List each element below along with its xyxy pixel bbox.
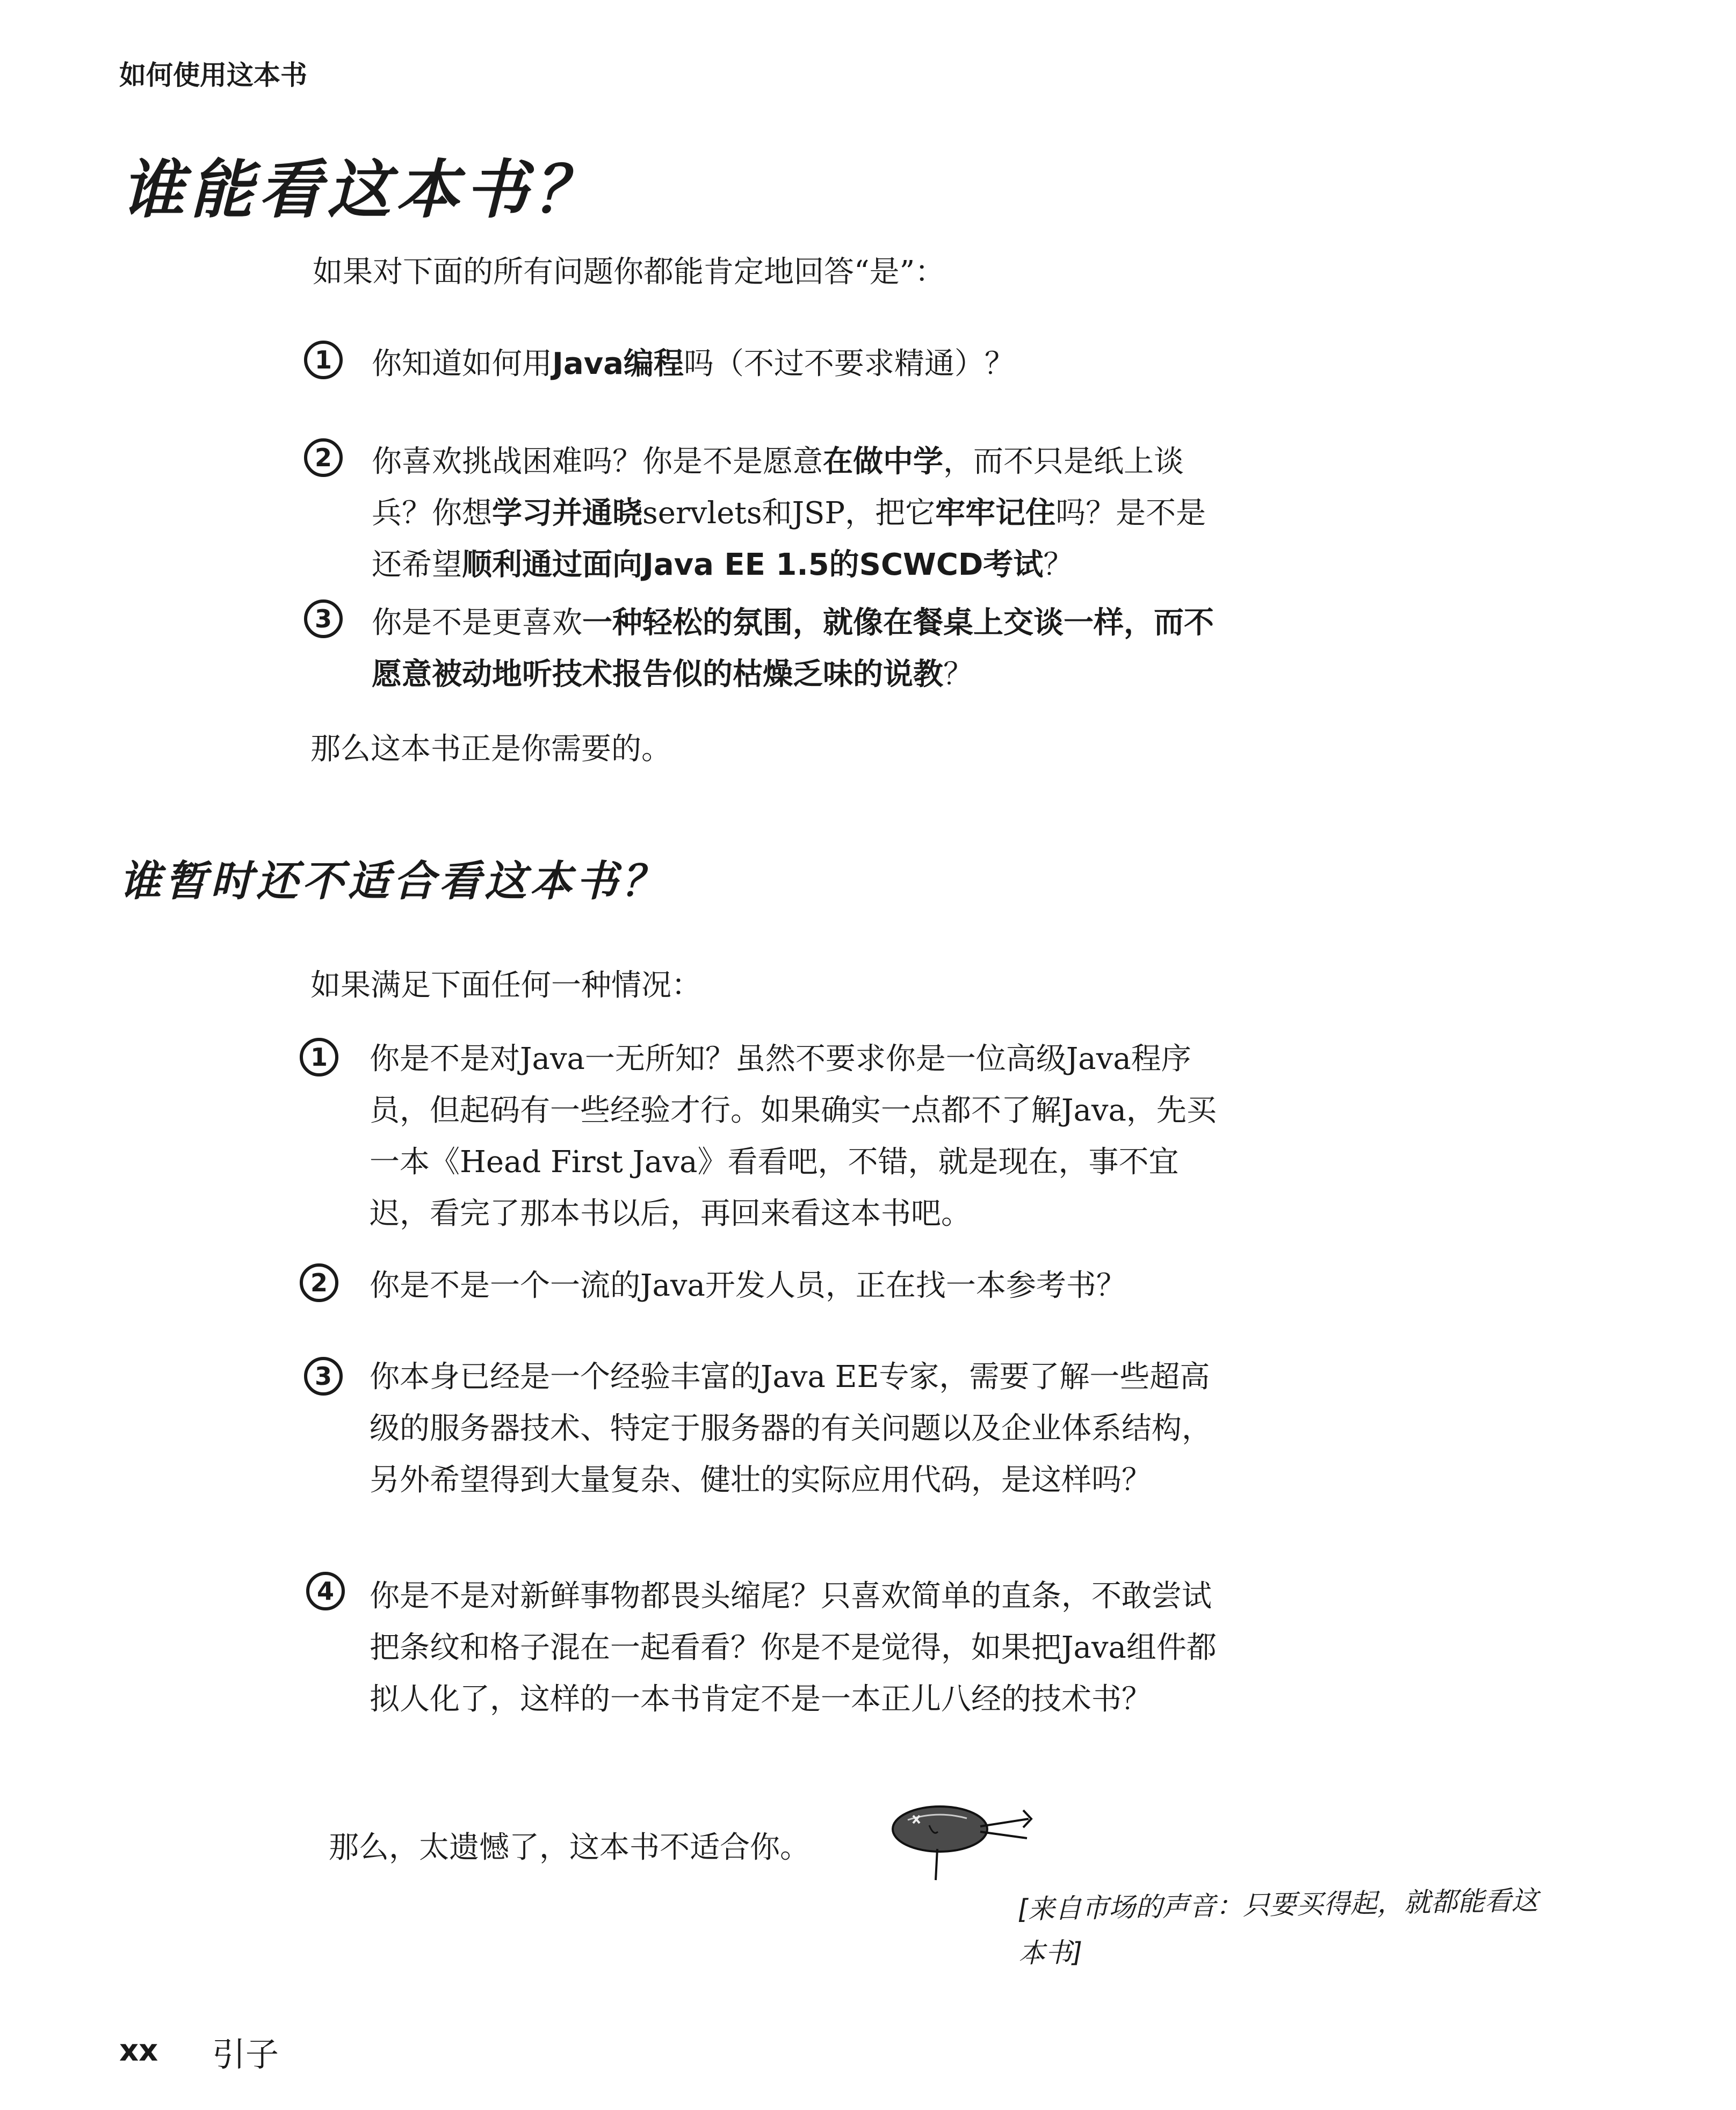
section1-intro: 如果对下面的所有问题你都能肯定地回答“是”： [313,255,945,290]
number-badge: 1 [304,341,343,379]
section1-item-2: 你喜欢挑战困难吗？你是不是愿意在做中学，而不只是纸上谈兵？你想学习并通晓servlets和JSP，把它牢牢记住吗？是不是还希望顺利通过面向Java EE 1.5的SCWCD考试？ [372,444,1206,582]
number-badge: 1 [300,1038,338,1076]
bug-illustration [886,1789,1042,1885]
number-badge: 2 [300,1263,338,1302]
section-title-who-should-read: 谁能看这本书？ [121,153,603,227]
section2-conclusion: 那么，太遗憾了，这本书不适合你。 [329,1830,810,1865]
number-badge: 4 [306,1572,345,1610]
number-badge: 2 [304,438,343,477]
section1-item-1: 你知道如何用Java编程吗（不过不要求精通）？ [372,346,1015,381]
footer-section: 引子 [212,2035,279,2074]
number-badge: 3 [304,1357,343,1396]
section2-intro: 如果满足下面任何一种情况： [310,968,701,1003]
page-number: xx [119,2033,158,2068]
number-badge: 3 [304,599,343,638]
section-title-who-should-not-read: 谁暂时还不适合看这本书？ [119,857,668,906]
section2-item-2: 你是不是一个一流的Java开发人员，正在找一本参考书？ [370,1268,1126,1303]
running-head: 如何使用这本书 [119,59,307,91]
section2-item-4: 你是不是对新鲜事物都畏头缩尾？只喜欢简单的直条，不敢尝试把条纹和格子混在一起看看？你是不是觉得，如果把Java组件都拟人化了，这样的一本书肯定不是一本正儿八经的技术书？ [370,1579,1217,1717]
section1-item-3: 你是不是更喜欢一种轻松的氛围，就像在餐桌上交谈一样，而不愿意被动地听技术报告似的枯燥乏味的说教？ [372,605,1214,692]
side-note: [来自市场的声音：只要买得起，就都能看这本书] [1017,1884,1539,1969]
section2-item-3: 你本身已经是一个经验丰富的Java EE专家，需要了解一些超高级的服务器技术、特定于服务器的有关问题以及企业体系结构，另外希望得到大量复杂、健壮的实际应用代码，是这样吗？ [370,1360,1212,1498]
section1-conclusion: 那么这本书正是你需要的。 [310,732,671,767]
section2-item-1: 你是不是对Java一无所知？虽然不要求你是一位高级Java程序员，但起码有一些经验才行。如果确实一点都不了解Java，先买一本《Head First Java》看看吧，不错，就是现在，事不宜迟，看完了那本书以后，再回来看这本书吧。 [370,1042,1217,1231]
